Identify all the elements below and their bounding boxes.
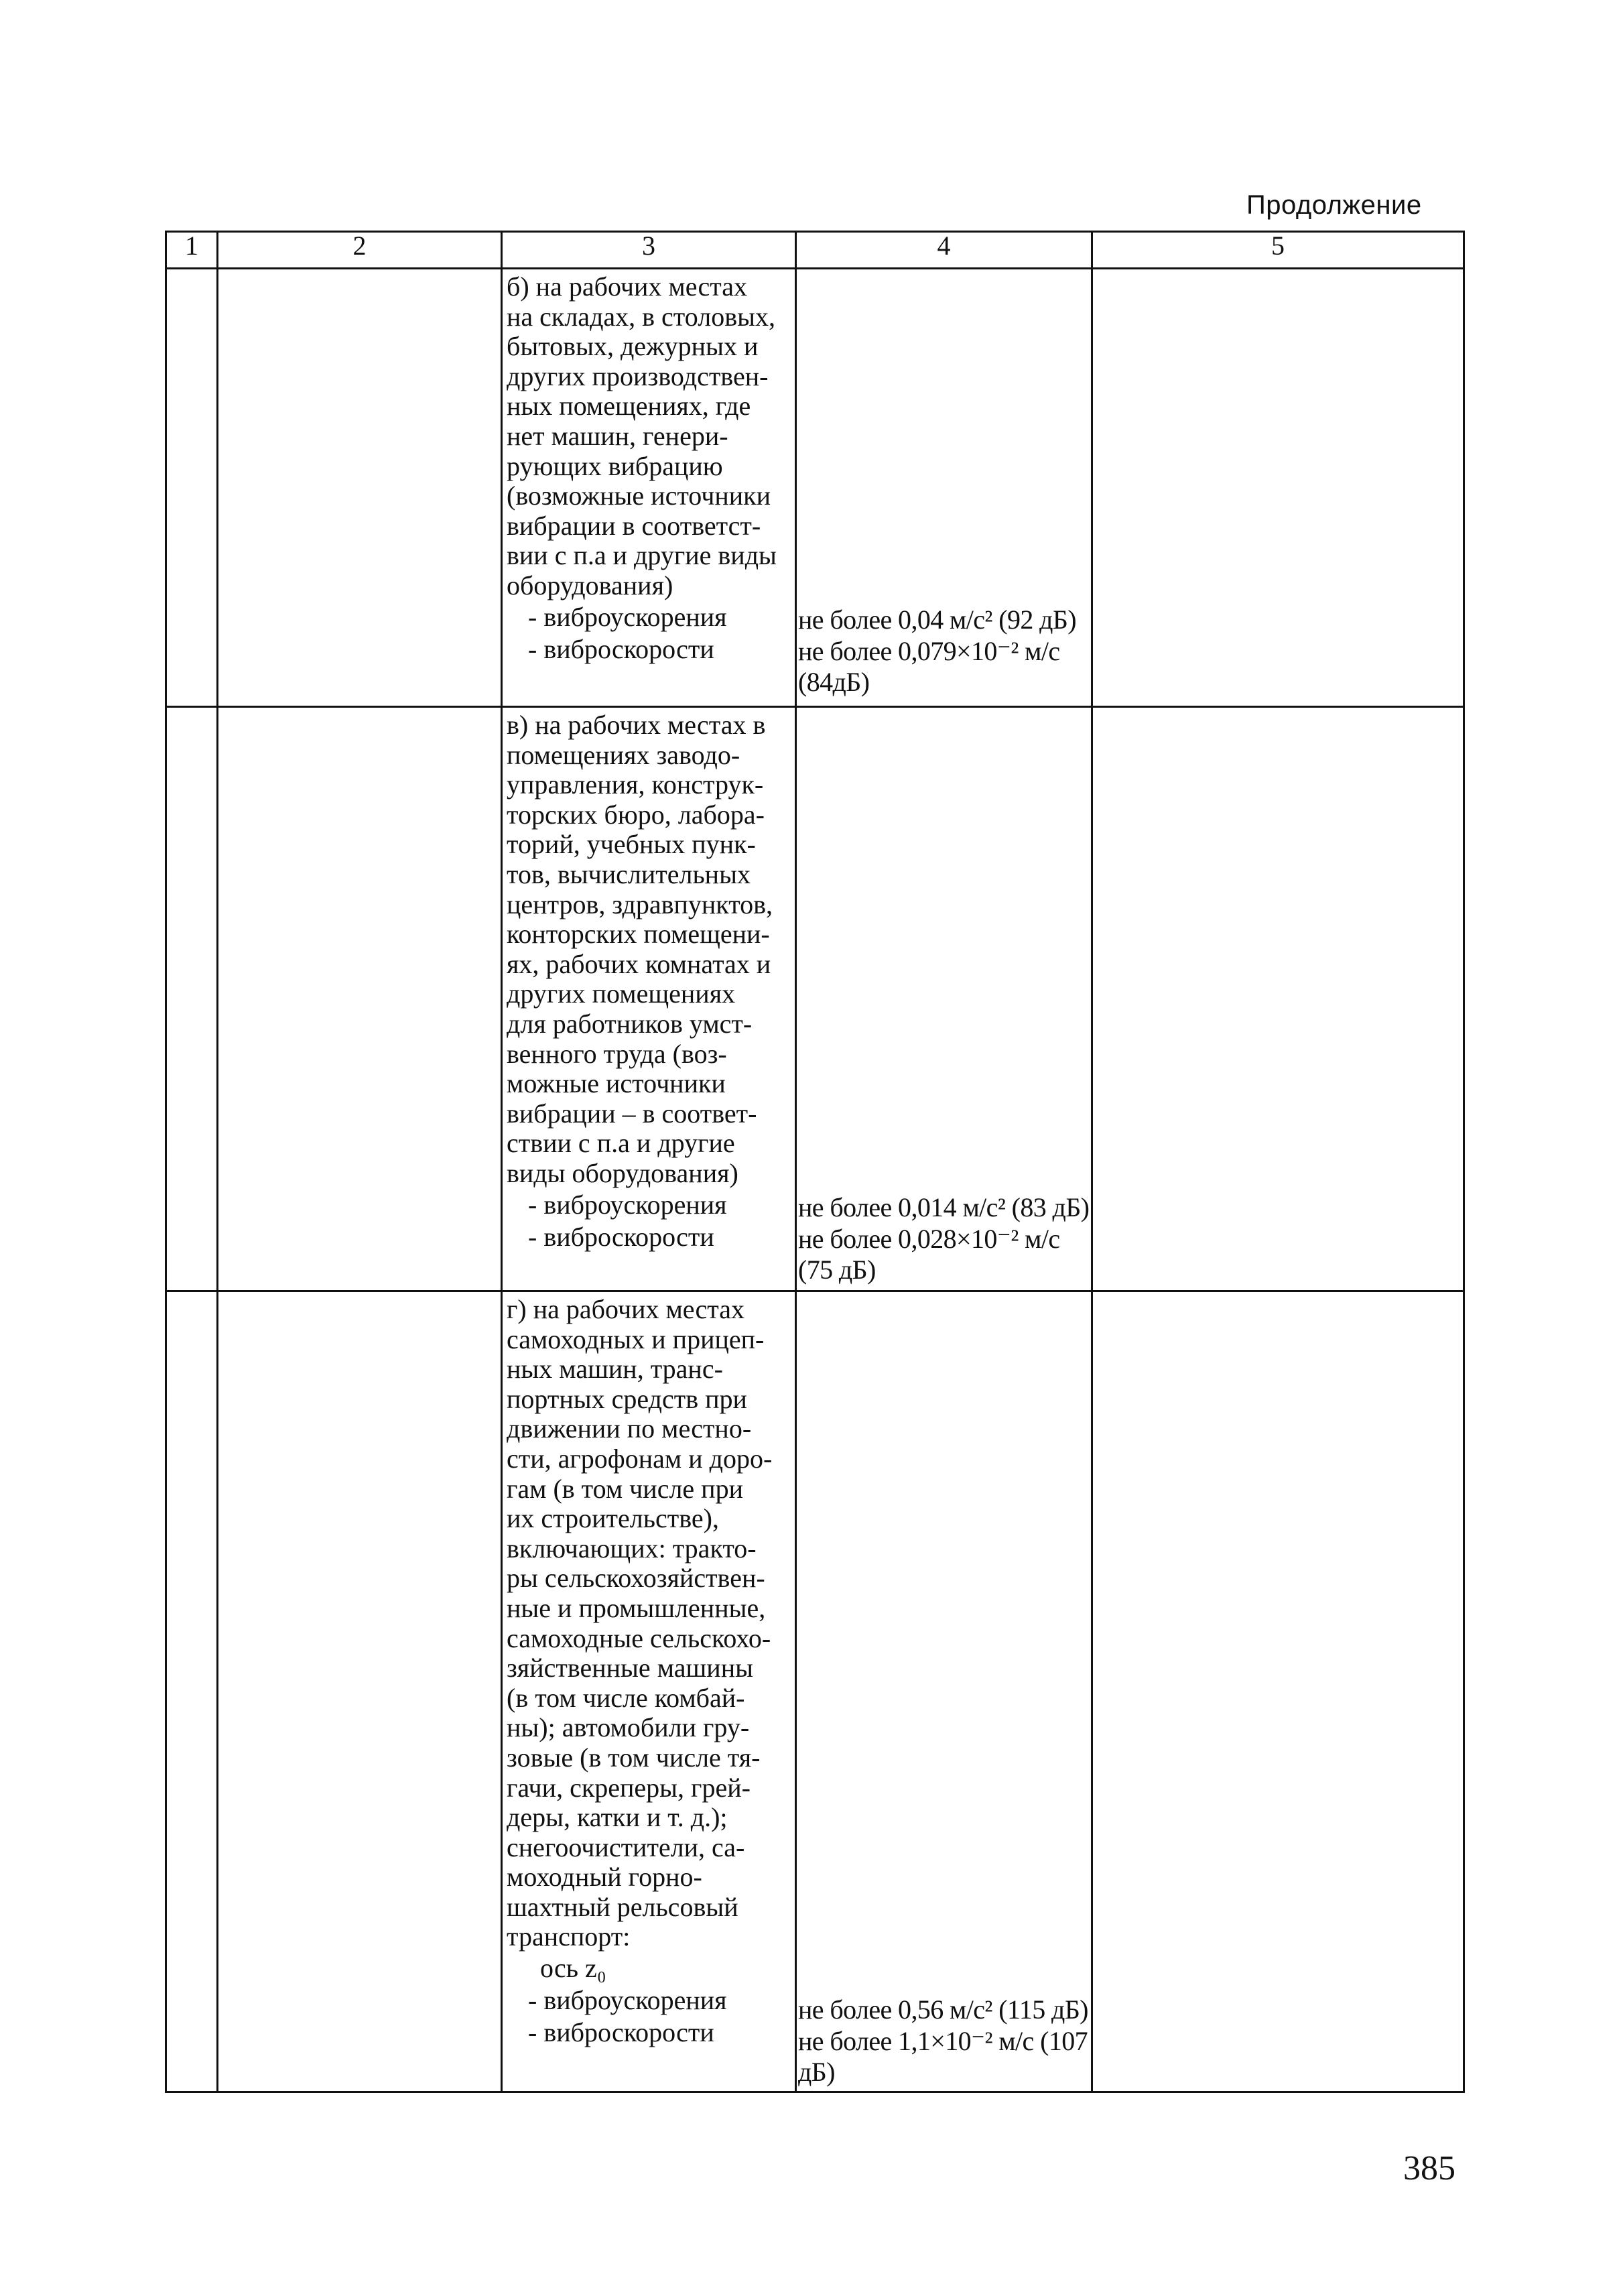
cell-col-5 — [1092, 707, 1464, 1291]
vibration-velocity-label: - виброскорости — [528, 2017, 714, 2048]
workplace-description: б) на рабочих местах на складах, в столовых, бытовых, дежурных и других производствен- ных помещениях, где нет машин, генери- рующих вибрацию (возможные источники вибрации в соответст- вии с п.а и другие виды оборудования) — [507, 271, 777, 600]
header-col-5: 5 — [1092, 232, 1464, 269]
vibration-acceleration-label: - виброускорения — [528, 1189, 727, 1220]
header-col-2: 2 — [218, 232, 502, 269]
vibration-acceleration-label: - виброускорения — [528, 1985, 727, 2016]
vibration-acceleration-label: - виброускорения — [528, 601, 727, 632]
cell-col-2 — [218, 269, 502, 707]
vibration-norms-table — [165, 231, 1465, 2093]
vibration-acceleration-limit: не более 0,04 м/с² (92 дБ) — [798, 604, 1076, 635]
header-col-3: 3 — [502, 232, 796, 269]
cell-col-3 — [502, 707, 796, 1291]
vibration-velocity-limit: не более 1,1×10⁻² м/с (107 дБ) — [798, 2026, 1088, 2087]
workplace-description: в) на рабочих местах в помещениях заводо- управления, конструк- торских бюро, лабора- торий, учебных пунк- тов, вычислительных центров, здравпунктов, конторских помещени- ях, рабочих комнатах и других помещениях для работников умст- венного труда (воз- можные источники вибрации – в соответ- ствии с п.а и другие виды оборудования) — [507, 710, 773, 1188]
vibration-velocity-limit: не более 0,079×10⁻² м/с (84дБ) — [798, 636, 1060, 697]
vibration-velocity-label: - виброскорости — [528, 1221, 714, 1252]
table-row — [166, 707, 1464, 1291]
cell-col-1 — [166, 1291, 218, 2092]
header-col-4: 4 — [796, 232, 1092, 269]
cell-col-4 — [796, 269, 1092, 707]
page-number: 385 — [1403, 2149, 1455, 2187]
cell-col-1 — [166, 707, 218, 1291]
table-row — [166, 1291, 1464, 2092]
vibration-velocity-limit: не более 0,028×10⁻² м/с (75 дБ) — [798, 1224, 1060, 1285]
cell-col-4 — [796, 1291, 1092, 2092]
cell-col-3 — [502, 1291, 796, 2092]
continuation-label: Продолжение — [1246, 190, 1422, 220]
cell-col-4 — [796, 707, 1092, 1291]
cell-col-1 — [166, 269, 218, 707]
cell-col-2 — [218, 1291, 502, 2092]
cell-col-5 — [1092, 269, 1464, 707]
workplace-description: г) на рабочих местах самоходных и прицеп- ных машин, транс- портных средств при движении по местно- сти, агрофонам и доро- гам (в том числе при их строительстве), включающих: тракто- ры сельскохозяйствен- ные и промышленные, самоходные сельскохо- зяйственные машины (в том числе комбай- ны); автомобили гру- зовые (в том числе тя- гачи, скреперы, грей- деры, катки и т. д.); снегоочистители, са- моходный горно- шахтный рельсовый транспорт: — [507, 1294, 773, 1952]
vibration-acceleration-limit: не более 0,56 м/с² (115 дБ) — [798, 1994, 1088, 2025]
cell-col-2 — [218, 707, 502, 1291]
axis-label: ось z₀ — [540, 1953, 606, 1984]
cell-col-5 — [1092, 1291, 1464, 2092]
header-col-1: 1 — [166, 232, 218, 269]
vibration-velocity-label: - виброскорости — [528, 633, 714, 664]
cell-col-3 — [502, 269, 796, 707]
table-row — [166, 269, 1464, 707]
table-header-row — [166, 232, 1464, 269]
vibration-acceleration-limit: не более 0,014 м/с² (83 дБ) — [798, 1192, 1090, 1222]
